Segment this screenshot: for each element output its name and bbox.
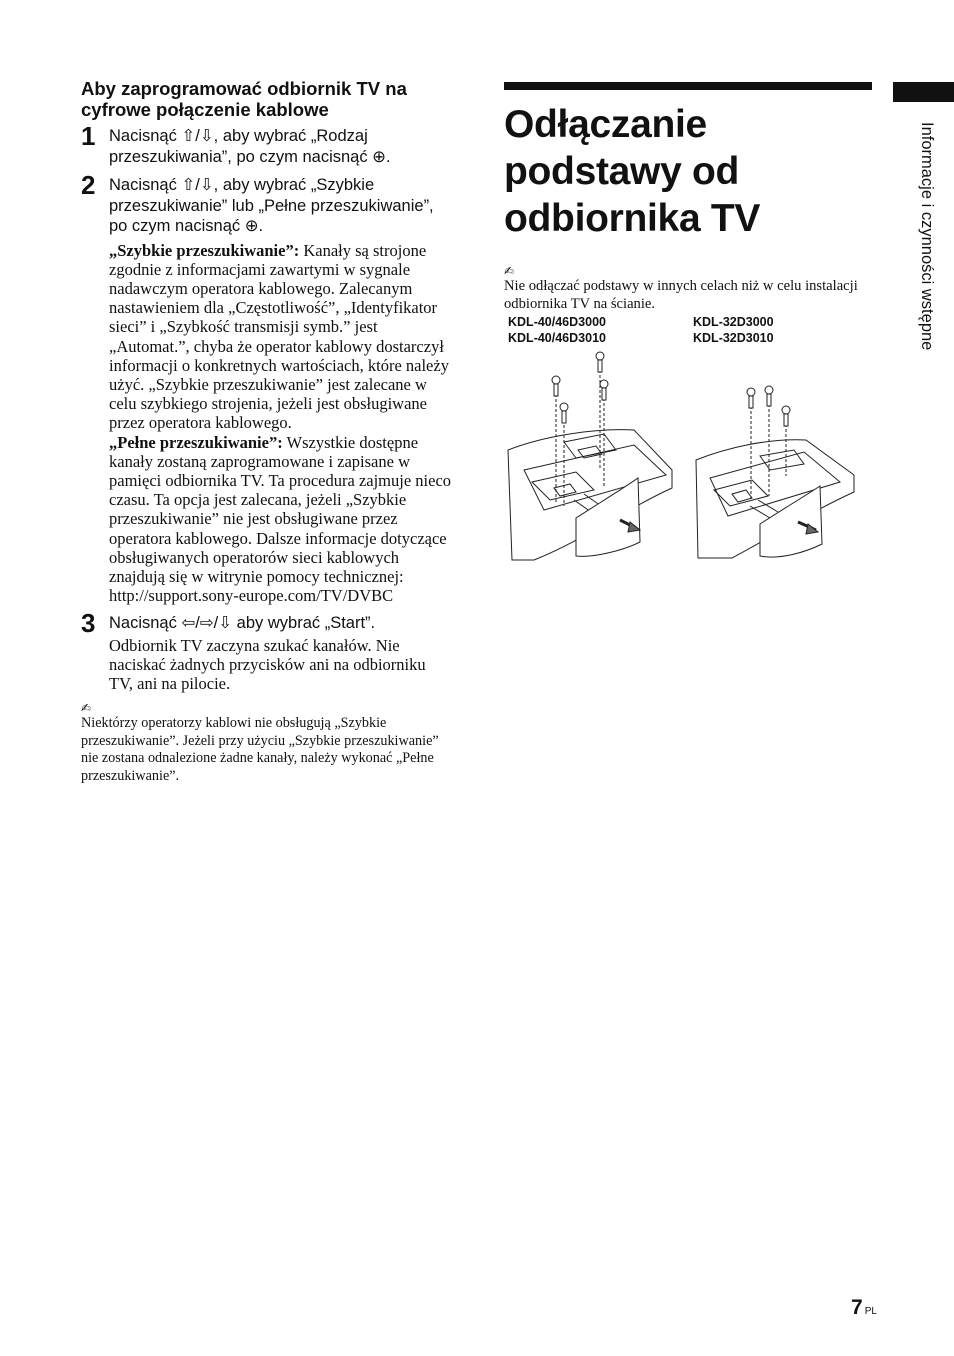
model-label: KDL-40/46D3010 xyxy=(508,331,606,345)
note-text: Niektórzy operatorzy kablowi nie obsługują „Szybkie przeszukiwanie”. Jeżeli przy użyciu „Szybkie przeszukiwanie” nie zostana odnalezione żadne kanały, należy wykonać „Pełne przeszukiwanie”. xyxy=(81,715,439,784)
right-column xyxy=(504,82,872,313)
title-rule xyxy=(504,82,872,90)
model-label: KDL-40/46D3000 xyxy=(508,315,606,329)
step-2 xyxy=(81,170,453,606)
tv-stand-left-illustration xyxy=(508,352,672,560)
page-title: Odłączanie podstawy od odbiornika TV xyxy=(504,103,761,240)
step-description: Odbiornik TV zaczyna szukać kanałów. Nie naciskać żadnych przycisków ani na odbiorniku TV, ani na pilocie. xyxy=(109,635,426,694)
step-1 xyxy=(81,121,453,167)
page-number xyxy=(851,1296,877,1320)
note-pencil-icon: ✍ xyxy=(504,264,515,278)
step-number: 1 xyxy=(81,121,96,151)
step-instruction: Nacisnąć ⇦/⇨/⇩ aby wybrać „Start”. xyxy=(109,614,376,633)
step-number: 3 xyxy=(81,608,96,639)
full-scan-description xyxy=(109,433,453,606)
page-number-value: 7 xyxy=(851,1296,863,1319)
quick-scan-description xyxy=(109,241,453,433)
stand-removal-diagram xyxy=(504,310,874,570)
section-tab-marker xyxy=(893,82,954,102)
stand-illustration xyxy=(504,310,874,570)
model-label: KDL-32D3010 xyxy=(693,331,774,345)
quick-scan-text: Kanały są strojone zgodnie z informacjami zawartymi w sygnale nadawczym operatora kablowego. Zalecanym nastawieniem dla „Częstotliwość”, „Identyfikator sieci” i „Szybkość transmisji symb.” jest „Automat.”, chyba że operator kablowy dostarczył informacji o konkretnych wartościach, które należy użyć. „Szybkie przeszukiwanie” jest zalecane w celu szybkiego strojenia, jeżeli jest obsługiwane przez operatora kablowego. xyxy=(109,240,449,433)
section-heading: Aby zaprogramować odbiornik TV na cyfrowe połączenie kablowe xyxy=(81,78,407,120)
step-instruction: Nacisnąć ⇧/⇩, aby wybrać „Szybkie przeszukiwanie” lub „Pełne przeszukiwanie”, po czym nacisnąć ⊕. xyxy=(109,176,434,235)
full-scan-term: „Pełne przeszukiwanie”: xyxy=(109,432,283,452)
left-column xyxy=(81,78,453,785)
step-3 xyxy=(81,608,453,694)
note-text: Nie odłączać podstawy w innych celach niż w celu instalacji odbiornika TV na ścianie. xyxy=(504,278,858,312)
section-tab-label: Informacje i czynności wstępne xyxy=(918,122,936,351)
note-pencil-icon: ✍ xyxy=(81,701,92,716)
page-language: PL xyxy=(864,1306,877,1317)
tv-stand-right-illustration xyxy=(696,386,854,558)
step-instruction: Nacisnąć ⇧/⇩, aby wybrać „Rodzaj przeszukiwania”, po czym nacisnąć ⊕. xyxy=(109,127,391,166)
quick-scan-term: „Szybkie przeszukiwanie”: xyxy=(109,240,300,260)
full-scan-text: Wszystkie dostępne kanały zostaną zaprogramowane i zapisane w pamięci odbiornika TV. Ta procedura zajmuje nieco czasu. Ta opcja jest zalecana, jeżeli „Szybkie przeszukiwanie” nie jest obsługiwane przez operatora kablowego. Dalsze informacje dotyczące obsługiwanych operatorów sieci kablowych znajdują się w witrynie pomocy technicznej: http://support.sony-europe.com/TV/DVBC xyxy=(109,432,452,606)
model-label: KDL-32D3000 xyxy=(693,315,774,329)
step-number: 2 xyxy=(81,170,96,200)
